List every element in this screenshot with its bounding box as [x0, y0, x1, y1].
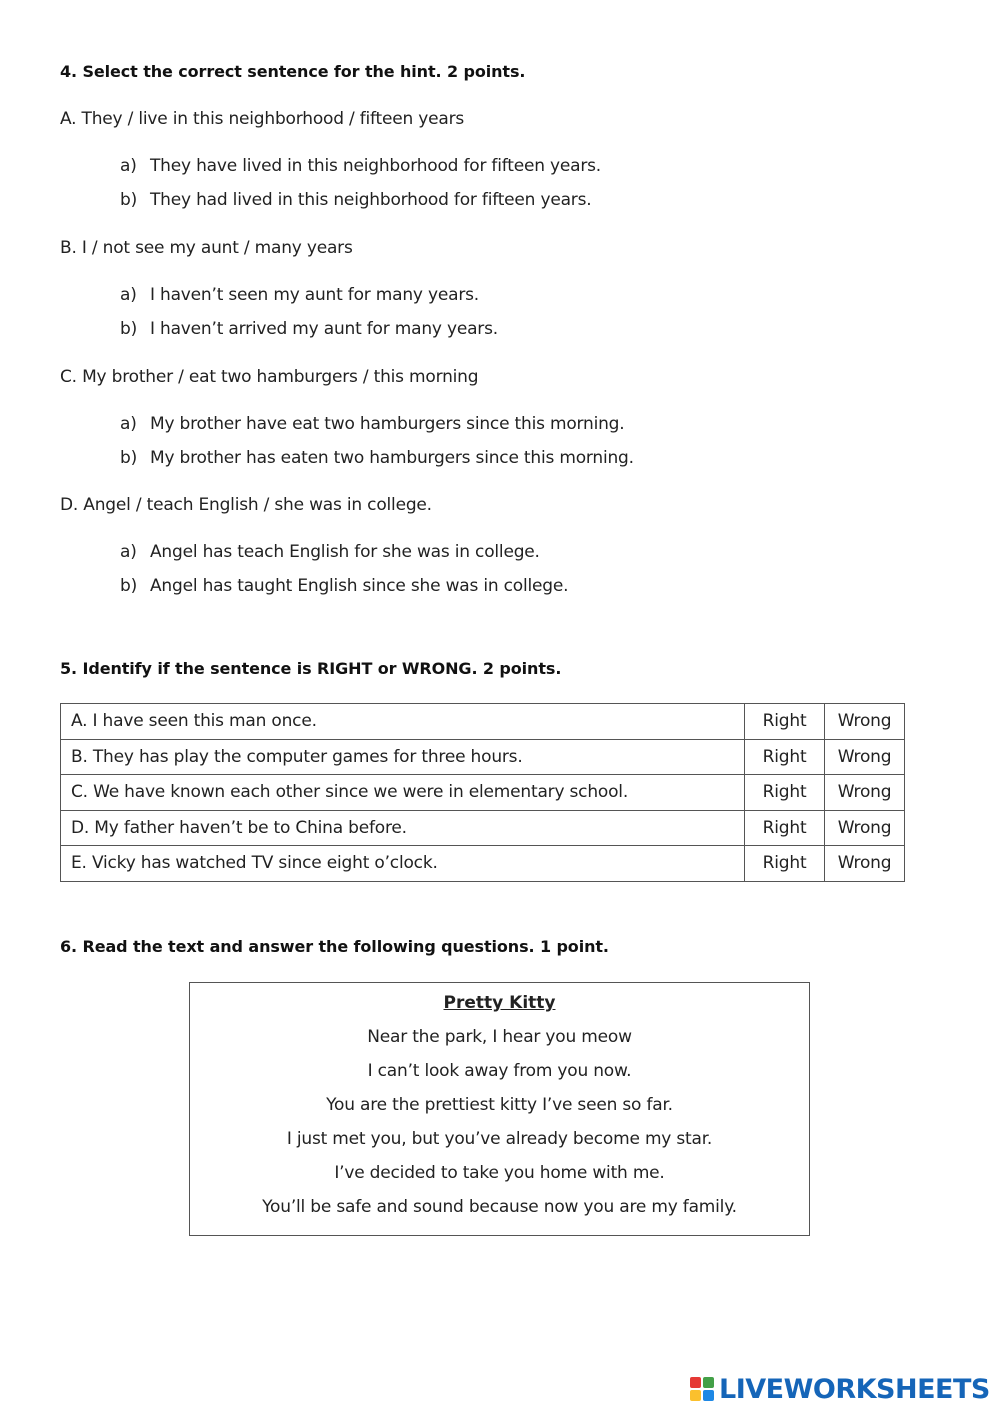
poem-line: I can’t look away from you now.: [367, 1061, 632, 1081]
poem-title: Pretty Kitty: [443, 993, 556, 1013]
right-choice[interactable]: Right: [745, 775, 825, 811]
question-b-option-b[interactable]: [120, 319, 498, 339]
table-row: [61, 704, 905, 740]
question-c-prompt: C. My brother / eat two hamburgers / this morning: [60, 367, 479, 387]
question-d-option-b[interactable]: [120, 576, 568, 596]
question-a-option-a[interactable]: [120, 156, 601, 176]
option-label: b): [120, 319, 138, 339]
sentence-cell: B. They has play the computer games for three hours.: [61, 739, 745, 775]
option-text: They had lived in this neighborhood for fifteen years.: [150, 190, 592, 210]
sentence-cell: C. We have known each other since we were in elementary school.: [61, 775, 745, 811]
question-a-option-b[interactable]: [120, 190, 591, 210]
option-label: a): [120, 542, 137, 562]
question-d-option-a[interactable]: [120, 542, 540, 562]
option-text: Angel has taught English since she was in college.: [150, 576, 569, 596]
section-4-heading: 4. Select the correct sentence for the hint. 2 points.: [60, 62, 526, 81]
right-wrong-table: [60, 703, 905, 882]
question-c-option-a[interactable]: [120, 414, 624, 434]
question-d-prompt: D. Angel / teach English / she was in college.: [60, 495, 432, 515]
logo-mark-icon: [690, 1377, 714, 1401]
liveworksheets-logo: [690, 1372, 990, 1406]
section-5-heading: 5. Identify if the sentence is RIGHT or WRONG. 2 points.: [60, 659, 562, 678]
logo-text: LIVEWORKSHEETS: [719, 1373, 990, 1405]
option-label: b): [120, 576, 138, 596]
option-label: a): [120, 414, 137, 434]
question-a-prompt: A. They / live in this neighborhood / fifteen years: [60, 109, 465, 129]
table-row: [61, 775, 905, 811]
right-choice[interactable]: Right: [745, 704, 825, 740]
sentence-cell: E. Vicky has watched TV since eight o’clock.: [61, 846, 745, 882]
right-choice[interactable]: Right: [745, 739, 825, 775]
option-text: My brother has eaten two hamburgers since this morning.: [150, 448, 634, 468]
table-row: [61, 810, 905, 846]
poem-line: Near the park, I hear you meow: [367, 1027, 632, 1047]
table-row: [61, 739, 905, 775]
poem-line: You are the prettiest kitty I’ve seen so far.: [326, 1095, 673, 1115]
right-choice[interactable]: Right: [745, 810, 825, 846]
option-text: My brother have eat two hamburgers since this morning.: [150, 414, 625, 434]
right-choice[interactable]: Right: [745, 846, 825, 882]
poem-box: [189, 982, 810, 1236]
option-text: I haven’t seen my aunt for many years.: [150, 285, 479, 305]
wrong-choice[interactable]: Wrong: [825, 846, 905, 882]
option-text: Angel has teach English for she was in college.: [150, 542, 540, 562]
option-text: I haven’t arrived my aunt for many years.: [150, 319, 498, 339]
poem-line: You’ll be safe and sound because now you are my family.: [262, 1197, 737, 1217]
wrong-choice[interactable]: Wrong: [825, 810, 905, 846]
option-label: a): [120, 156, 137, 176]
option-text: They have lived in this neighborhood for fifteen years.: [150, 156, 601, 176]
option-label: b): [120, 190, 138, 210]
question-c-option-b[interactable]: [120, 448, 634, 468]
sentence-cell: D. My father haven’t be to China before.: [61, 810, 745, 846]
poem-line: I’ve decided to take you home with me.: [334, 1163, 665, 1183]
sentence-cell: A. I have seen this man once.: [61, 704, 745, 740]
option-label: b): [120, 448, 138, 468]
option-label: a): [120, 285, 137, 305]
question-b-option-a[interactable]: [120, 285, 479, 305]
question-b-prompt: B. I / not see my aunt / many years: [60, 238, 353, 258]
table-row: [61, 846, 905, 882]
poem-line: I just met you, but you’ve already become my star.: [286, 1129, 713, 1149]
wrong-choice[interactable]: Wrong: [825, 775, 905, 811]
wrong-choice[interactable]: Wrong: [825, 704, 905, 740]
wrong-choice[interactable]: Wrong: [825, 739, 905, 775]
section-6-heading: 6. Read the text and answer the following questions. 1 point.: [60, 937, 609, 956]
